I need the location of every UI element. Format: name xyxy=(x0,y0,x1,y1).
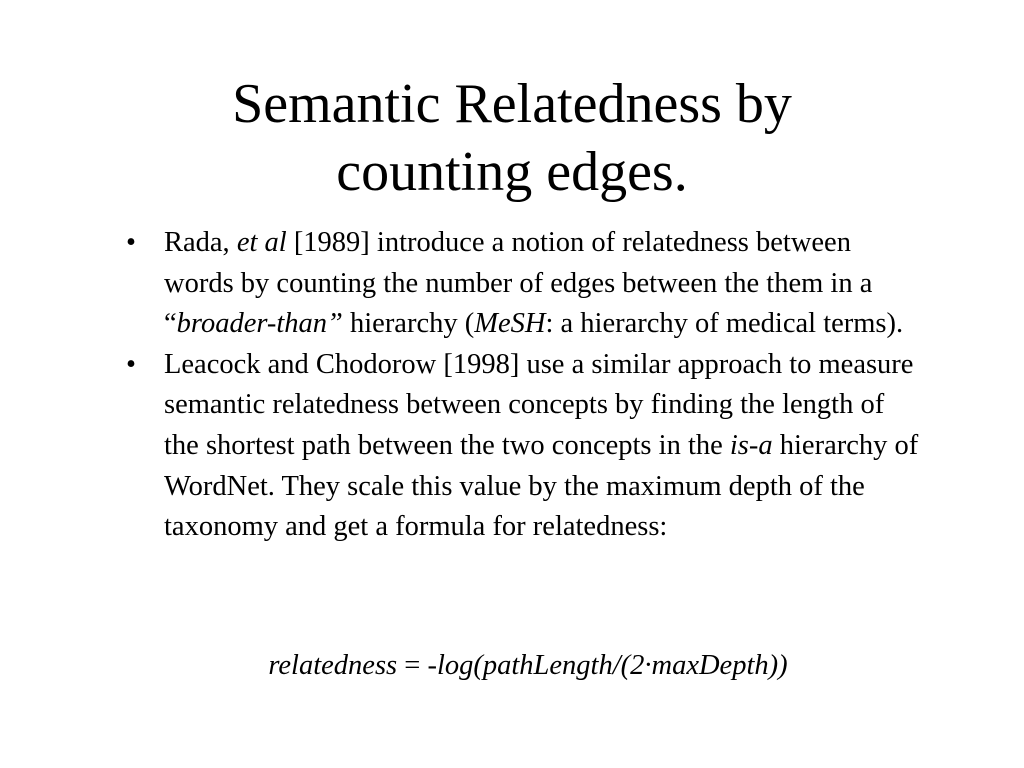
slide-title-line-2: counting edges. xyxy=(336,141,688,203)
bullet-text-italic: MeSH xyxy=(474,308,546,340)
bullet-text-italic: broader-than” xyxy=(176,308,343,340)
bullet-text-segment: : a hierarchy of medical terms). xyxy=(545,308,904,340)
slide-title xyxy=(0,70,1024,206)
bullet-marker: • xyxy=(126,348,136,380)
bullet-text-italic: is-a xyxy=(729,429,773,461)
bullet-item-leacock xyxy=(126,345,926,548)
formula-lhs: relatedness xyxy=(268,650,398,681)
bullet-list xyxy=(126,223,926,548)
formula-equals: = xyxy=(397,650,428,681)
slide-title-line-1: Semantic Relatedness by xyxy=(232,73,792,135)
bullet-marker: • xyxy=(126,227,136,258)
bullet-text-segment: hierarchy of WordNet. They scale this value by the maximum depth of the taxonomy and get a formula for relatedness: xyxy=(164,429,919,543)
bullet-item-rada xyxy=(126,223,926,345)
bullet-text xyxy=(164,349,918,542)
bullet-text-segment: Leacock and Chodorow [1998] use a similar approach to measure semantic relatedness between concepts by finding the length of the shortest path between the two concepts in the xyxy=(164,348,914,461)
bullet-text-segment: Rada, xyxy=(164,227,237,258)
bullet-text xyxy=(164,227,903,339)
bullet-text-segment: hierarchy ( xyxy=(342,308,475,340)
bullet-text-italic: et al xyxy=(236,227,287,258)
bullet-text-segment: [1989] introduce a notion of relatedness between words by counting the number of edges between the them in a “ xyxy=(164,227,873,340)
relatedness-formula xyxy=(0,646,1024,686)
formula-rhs: -log(pathLength/(2·maxDepth)) xyxy=(427,650,788,681)
